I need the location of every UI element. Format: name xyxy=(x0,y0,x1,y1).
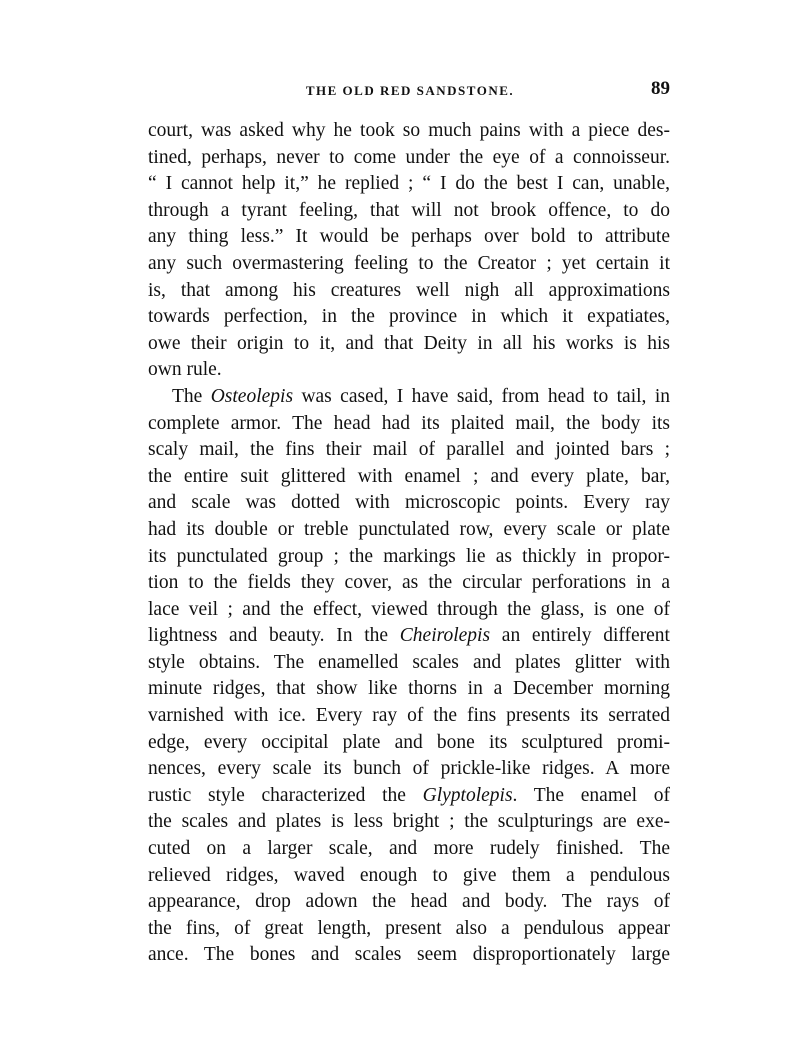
italic-term: Osteolepis xyxy=(210,385,294,407)
text-line: towards perfection, in the province in which it expatiates, xyxy=(148,306,670,328)
text-line: lightness and beauty. In the Cheirolepis an entirely different xyxy=(148,625,670,647)
text-line: the scales and plates is less bright ; the sculpturings are exe- xyxy=(148,811,670,833)
text-line: the fins, of great length, present also a pendulous appear xyxy=(148,917,670,939)
text-line: the entire suit glittered with enamel ; and every plate, bar, xyxy=(148,465,670,487)
running-head xyxy=(150,78,670,102)
text-line: and scale was dotted with microscopic points. Every ray xyxy=(148,492,670,514)
text-line: ance. The bones and scales seem disproportionately large xyxy=(148,944,670,966)
text-line: edge, every occipital plate and bone its sculptured promi- xyxy=(148,731,670,753)
body-text xyxy=(148,118,670,969)
text-line: any such overmastering feeling to the Creator ; yet certain it xyxy=(148,252,670,274)
text-line: scaly mail, the fins their mail of parallel and jointed bars ; xyxy=(148,439,670,461)
text-line: had its double or treble punctulated row, every scale or plate xyxy=(148,518,670,540)
italic-term: Glyptolepis xyxy=(422,784,513,806)
text-line: nences, every scale its bunch of prickle-like ridges. A more xyxy=(148,758,670,780)
running-title: THE OLD RED SANDSTONE. xyxy=(305,83,515,98)
text-line: court, was asked why he took so much pains with a piece des- xyxy=(148,120,670,141)
text-line: tined, perhaps, never to come under the eye of a connoisseur. xyxy=(148,146,670,168)
italic-term: Cheirolepis xyxy=(399,625,491,647)
text-line: its punctulated group ; the markings lie as thickly in propor- xyxy=(148,545,670,567)
text-line: tion to the fields they cover, as the circular perforations in a xyxy=(148,572,670,594)
text-line: appearance, drop adown the head and body. The rays of xyxy=(148,891,670,913)
text-line: cuted on a larger scale, and more rudely finished. The xyxy=(148,838,670,860)
text-line: lace veil ; and the effect, viewed through the glass, is one of xyxy=(148,598,670,620)
text-line: relieved ridges, waved enough to give them a pendulous xyxy=(148,864,670,886)
text-line: “ I cannot help it,” he replied ; “ I do the best I can, unable, xyxy=(148,173,670,195)
text-line: minute ridges, that show like thorns in a December morning xyxy=(148,678,670,700)
text-line: through a tyrant feeling, that will not brook offence, to do xyxy=(148,199,670,221)
page-number: 89 xyxy=(651,78,670,99)
text-line: style obtains. The enamelled scales and plates glitter with xyxy=(148,651,670,673)
text-line: complete armor. The head had its plaited mail, the body its xyxy=(148,412,670,434)
text-line: varnished with ice. Every ray of the fins presents its serrated xyxy=(148,705,670,727)
text-line: is, that among his creatures well nigh all approximations xyxy=(148,279,670,301)
text-line: own rule. xyxy=(148,359,222,381)
text-line: rustic style characterized the Glyptolepis. The enamel of xyxy=(148,784,670,806)
text-line: owe their origin to it, and that Deity in all his works is his xyxy=(148,332,670,354)
text-line: The Osteolepis was cased, I have said, from head to tail, in xyxy=(172,385,670,407)
text-line: any thing less.” It would be perhaps over bold to attribute xyxy=(148,226,670,248)
